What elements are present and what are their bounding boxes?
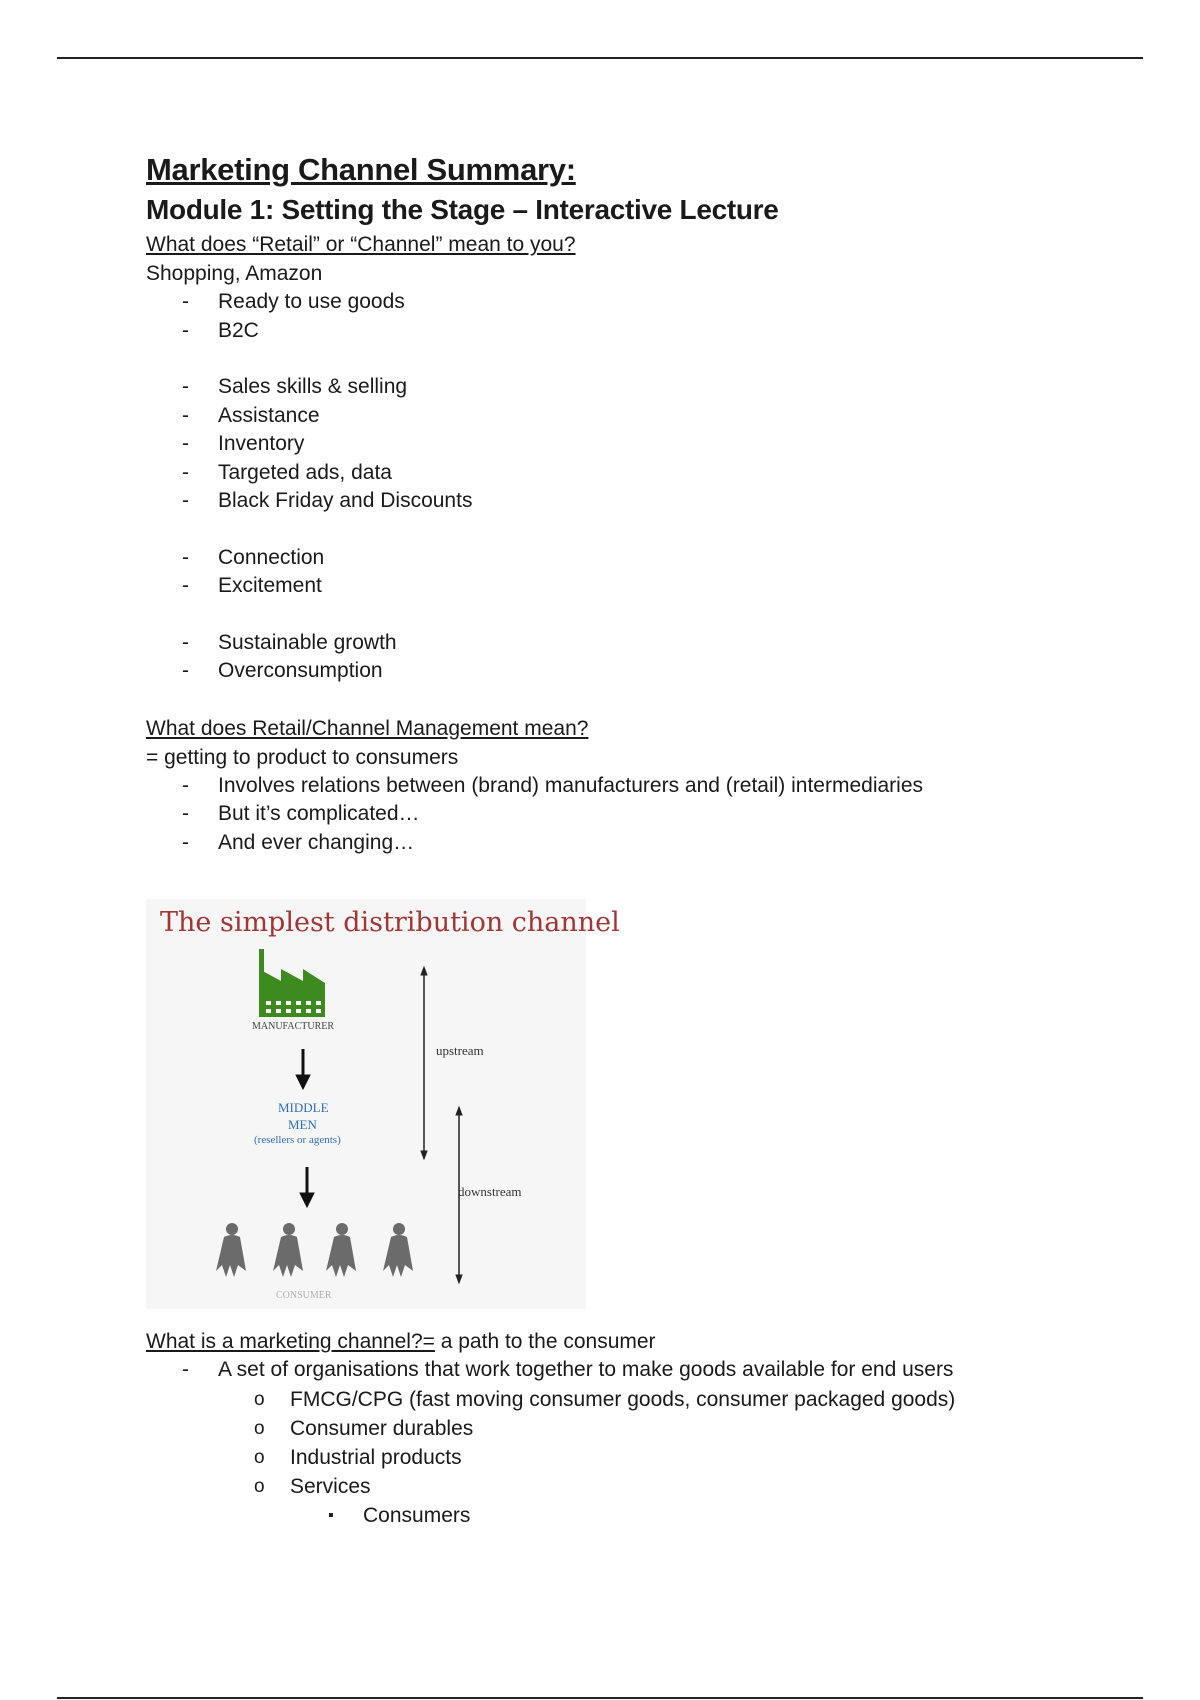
channel-type-list [146, 1385, 1096, 1501]
dash-marker: - [182, 403, 189, 427]
dash-marker: - [182, 830, 189, 854]
distribution-channel-figure [146, 899, 620, 1309]
list-item: o Services [146, 1472, 1096, 1501]
question-retail-channel: What does “Retail” or “Channel” mean to you? [146, 233, 576, 256]
arrow-down-icon [296, 1049, 310, 1089]
middlemen-label-line1: MIDDLE [278, 1100, 329, 1115]
circle-bullet-icon: o [254, 1446, 265, 1468]
question-marketing-channel: What is a marketing channel?= a path to the consumer [146, 1330, 656, 1353]
list-item: - Targeted ads, data [146, 459, 1096, 488]
list-item: - Sustainable growth [146, 629, 1096, 658]
list-item: - Sales skills & selling [146, 373, 1096, 402]
middlemen-label-line3: (resellers or agents) [254, 1134, 341, 1146]
module-heading: Module 1: Setting the Stage – Interactive Lecture [146, 194, 779, 225]
list-item: - Ready to use goods [146, 288, 1096, 317]
circle-bullet-icon: o [254, 1388, 265, 1410]
bullet-group-2 [146, 373, 1096, 516]
dash-marker: - [182, 460, 189, 484]
factory-icon [259, 949, 325, 1017]
dash-marker: - [182, 802, 189, 825]
arrow-down-icon [300, 1167, 314, 1207]
question-channel-management: What does Retail/Channel Management mean? [146, 716, 589, 740]
answer-intro: Shopping, Amazon [146, 262, 323, 285]
dash-marker: - [182, 1358, 189, 1381]
list-item: - Inventory [146, 430, 1096, 459]
figure-title: The simplest distribution channel [160, 907, 620, 938]
list-item: - Black Friday and Discounts [146, 487, 1096, 516]
management-definition: = getting to product to consumers [146, 745, 459, 769]
consumer-person-icon [326, 1223, 356, 1277]
upstream-arrow-icon [421, 967, 427, 1159]
circle-bullet-icon: o [254, 1417, 265, 1439]
list-item: ▪ Consumers [146, 1501, 1096, 1530]
downstream-label: downstream [458, 1184, 522, 1199]
list-item: o FMCG/CPG (fast moving consumer goods, consumer packaged goods) [146, 1385, 1096, 1414]
square-bullet-icon: ▪ [328, 1506, 334, 1524]
services-sublist [146, 1501, 1096, 1530]
dash-marker: - [182, 574, 189, 597]
dash-marker: - [182, 489, 189, 512]
list-item: - Assistance [146, 402, 1096, 431]
dash-marker: - [182, 659, 189, 682]
dash-marker: - [182, 290, 189, 313]
list-item: - Excitement [146, 572, 1096, 601]
dash-marker: - [182, 773, 189, 797]
consumer-person-icon [273, 1223, 303, 1277]
bullet-group-3 [146, 544, 1096, 601]
bullet-group-4 [146, 629, 1096, 686]
dash-marker: - [182, 432, 189, 455]
list-item: - Overconsumption [146, 657, 1096, 686]
header-rule [57, 57, 1143, 59]
document-body [146, 150, 1096, 1530]
document-title: Marketing Channel Summary: [146, 152, 576, 187]
upstream-label: upstream [436, 1043, 484, 1058]
circle-bullet-icon: o [254, 1475, 265, 1497]
consumer-label: CONSUMER [276, 1290, 332, 1301]
bullet-group-1 [146, 288, 1096, 345]
manufacturer-label: MANUFACTURER [252, 1021, 335, 1032]
list-item: - Involves relations between (brand) manufacturers and (retail) intermediaries [146, 772, 1096, 801]
dash-marker: - [182, 545, 189, 569]
dash-marker: - [182, 318, 189, 342]
management-bullets [146, 772, 1096, 858]
list-item: - But it’s complicated… [146, 800, 1096, 829]
list-item: - And ever changing… [146, 829, 1096, 858]
list-item: - B2C [146, 317, 1096, 346]
list-item: o Industrial products [146, 1443, 1096, 1472]
middlemen-label-line2: MEN [288, 1117, 317, 1132]
list-item: - Connection [146, 544, 1096, 573]
consumer-person-icon [216, 1223, 246, 1277]
footer-rule [57, 1697, 1143, 1699]
list-item: - A set of organisations that work together to make goods available for end users [146, 1356, 1096, 1385]
marketing-channel-bullets [146, 1356, 1096, 1385]
figure-graphics [146, 899, 586, 1309]
dash-marker: - [182, 630, 189, 654]
dash-marker: - [182, 375, 189, 398]
list-item: o Consumer durables [146, 1414, 1096, 1443]
consumer-person-icon [383, 1223, 413, 1277]
